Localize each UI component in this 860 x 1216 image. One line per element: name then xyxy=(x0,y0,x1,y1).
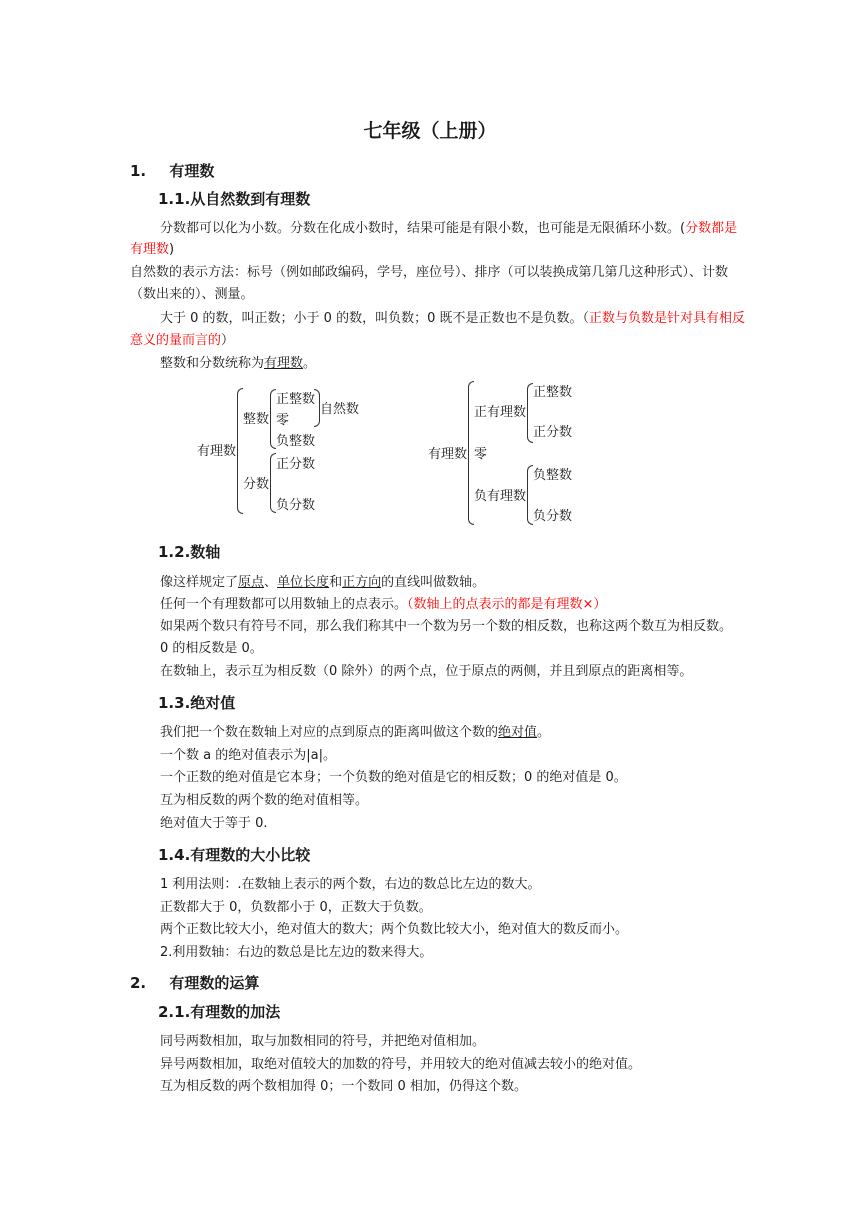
subsection-1-4-heading xyxy=(158,844,310,865)
red-note: 意义的量而言的 xyxy=(130,333,222,348)
text: ） xyxy=(221,333,235,348)
diagram-negative-fractions: 负分数 xyxy=(533,509,573,524)
subsection-1-1-heading xyxy=(158,188,310,209)
paragraph-same-sign-addition: 同号两数相加，取与加数相同的符号，并把绝对值相加。 xyxy=(160,1034,486,1049)
red-note: 正数与负数是针对具有相反 xyxy=(588,311,745,326)
diagram-positive-integers: 正整数 xyxy=(276,392,316,407)
text: 和 xyxy=(329,575,343,590)
paragraph-absolute-notation: 一个数 a 的绝对值表示为|a|。 xyxy=(160,748,336,763)
paragraph-fractions xyxy=(160,218,737,239)
paragraph-absolute-rules: 一个正数的绝对值是它本身；一个负数的绝对值是它的相反数；0 的绝对值是 0。 xyxy=(160,770,627,785)
subsection-number: 1.2. xyxy=(158,543,191,561)
text: 大于 0 的数，叫正数；小于 0 的数，叫负数；0 既不是正数也不是负数。（ xyxy=(160,311,589,326)
text: 任何一个有理数都可以用数轴上的点表示。 xyxy=(160,597,408,612)
diagram-negative-integers: 负整数 xyxy=(533,468,573,483)
section-1-heading xyxy=(130,160,214,181)
paragraph-compare-rule: 1 利用法则：.在数轴上表示的两个数，右边的数总比左边的数大。 xyxy=(160,877,541,892)
diagram-integers: 整数 xyxy=(243,412,270,427)
subsection-number: 1.4. xyxy=(158,846,191,864)
paragraph-opposite-points: 在数轴上，表示互为相反数（0 除外）的两个点，位于原点的两侧，并且到原点的距离相等。 xyxy=(160,664,693,679)
paragraph-positive-negative-cont xyxy=(130,330,234,351)
subsection-2-1-heading xyxy=(158,1001,280,1022)
paragraph-opposite-numbers: 如果两个数只有符号不同，那么我们称其中一个数为另一个数的相反数，也称这两个数互为相反数。 xyxy=(160,619,733,634)
text: 我们把一个数在数轴上对应的点到原点的距离叫做这个数的 xyxy=(160,725,499,740)
brace xyxy=(237,388,243,514)
paragraph-natural-numbers: 自然数的表示方法：标号（例如邮政编码，学号，座位号）、排序（可以装换成第几第几这种形式）、计数 xyxy=(130,265,729,280)
text: 。 xyxy=(303,356,317,371)
subsection-title: 有理数的大小比较 xyxy=(190,846,311,864)
red-note: 有理数 xyxy=(130,242,170,257)
text: 像这样规定了 xyxy=(160,575,239,590)
diagram-zero: 零 xyxy=(474,447,488,462)
diagram-positive-fractions: 正分数 xyxy=(533,425,573,440)
text: 整数和分数统称为 xyxy=(160,356,265,371)
text: 的直线叫做数轴。 xyxy=(381,575,486,590)
underlined-term: 原点 xyxy=(238,575,265,590)
paragraph-compare-signs: 正数都大于 0，负数都小于 0，正数大于负数。 xyxy=(160,900,432,915)
paragraph-absolute-nonnegative: 绝对值大于等于 0. xyxy=(160,816,268,831)
underlined-term: 有理数 xyxy=(264,356,304,371)
paragraph-zero-opposite: 0 的相反数是 0。 xyxy=(160,641,263,656)
section-number: 2. xyxy=(130,974,147,992)
text: ) xyxy=(169,242,175,257)
paragraph-different-sign-addition: 异号两数相加，取绝对值较大的加数的符号，并用较大的绝对值减去较小的绝对值。 xyxy=(160,1057,642,1072)
paragraph-points xyxy=(160,594,606,615)
diagram-positive-fractions: 正分数 xyxy=(276,457,316,472)
diagram-zero: 零 xyxy=(276,413,290,428)
paragraph-natural-numbers-cont: （数出来的）、测量。 xyxy=(130,287,254,302)
subsection-number: 1.3. xyxy=(158,694,191,712)
underlined-term: 单位长度 xyxy=(277,575,330,590)
subsection-1-3-heading xyxy=(158,692,235,713)
subsection-title: 从自然数到有理数 xyxy=(190,190,311,208)
underlined-term: 绝对值 xyxy=(498,725,538,740)
text: 。 xyxy=(537,725,551,740)
paragraph-compare-number-line: 2.利用数轴：右边的数总是比左边的数来得大。 xyxy=(160,945,433,960)
section-title: 有理数 xyxy=(169,162,215,180)
paragraph-opposite-addition: 互为相反数的两个数相加得 0；一个数同 0 相加，仍得这个数。 xyxy=(160,1079,527,1094)
diagram-positive-rationals: 正有理数 xyxy=(474,405,527,420)
diagram-root: 有理数 xyxy=(197,444,237,459)
red-note: 分数都是 xyxy=(685,221,738,236)
paragraph-positive-negative xyxy=(160,308,745,329)
diagram-natural-numbers: 自然数 xyxy=(320,402,360,417)
underlined-term: 正方向 xyxy=(342,575,382,590)
diagram-negative-integers: 负整数 xyxy=(276,434,316,449)
section-title: 有理数的运算 xyxy=(169,974,260,992)
subsection-title: 绝对值 xyxy=(190,694,236,712)
text: 分数都可以化为小数。分数在化成小数时，结果可能是有限小数，也可能是无限循环小数。( xyxy=(160,221,686,236)
paragraph-absolute-definition xyxy=(160,722,550,743)
diagram-negative-rationals: 负有理数 xyxy=(474,489,527,504)
paragraph-number-line-definition xyxy=(160,572,485,593)
paragraph-fractions-cont xyxy=(130,239,174,260)
subsection-number: 2.1. xyxy=(158,1003,191,1021)
page-title: 七年级（上册） xyxy=(363,120,497,142)
diagram-negative-fractions: 负分数 xyxy=(276,498,316,513)
section-2-heading xyxy=(130,972,259,993)
subsection-number: 1.1. xyxy=(158,190,191,208)
subsection-1-2-heading xyxy=(158,541,220,562)
section-number: 1. xyxy=(130,162,147,180)
diagram-root: 有理数 xyxy=(428,447,468,462)
diagram-fractions: 分数 xyxy=(243,477,270,492)
paragraph-rational-definition xyxy=(160,353,316,374)
diagram-positive-integers: 正整数 xyxy=(533,385,573,400)
subsection-title: 数轴 xyxy=(190,543,221,561)
paragraph-compare-magnitude: 两个正数比较大小，绝对值大的数大；两个负数比较大小，绝对值大的数反而小。 xyxy=(160,922,629,937)
paragraph-absolute-opposites: 互为相反数的两个数的绝对值相等。 xyxy=(160,793,369,808)
red-note: （数轴上的点表示的都是有理数×） xyxy=(407,597,607,612)
subsection-title: 有理数的加法 xyxy=(190,1003,281,1021)
text: 、 xyxy=(264,575,278,590)
